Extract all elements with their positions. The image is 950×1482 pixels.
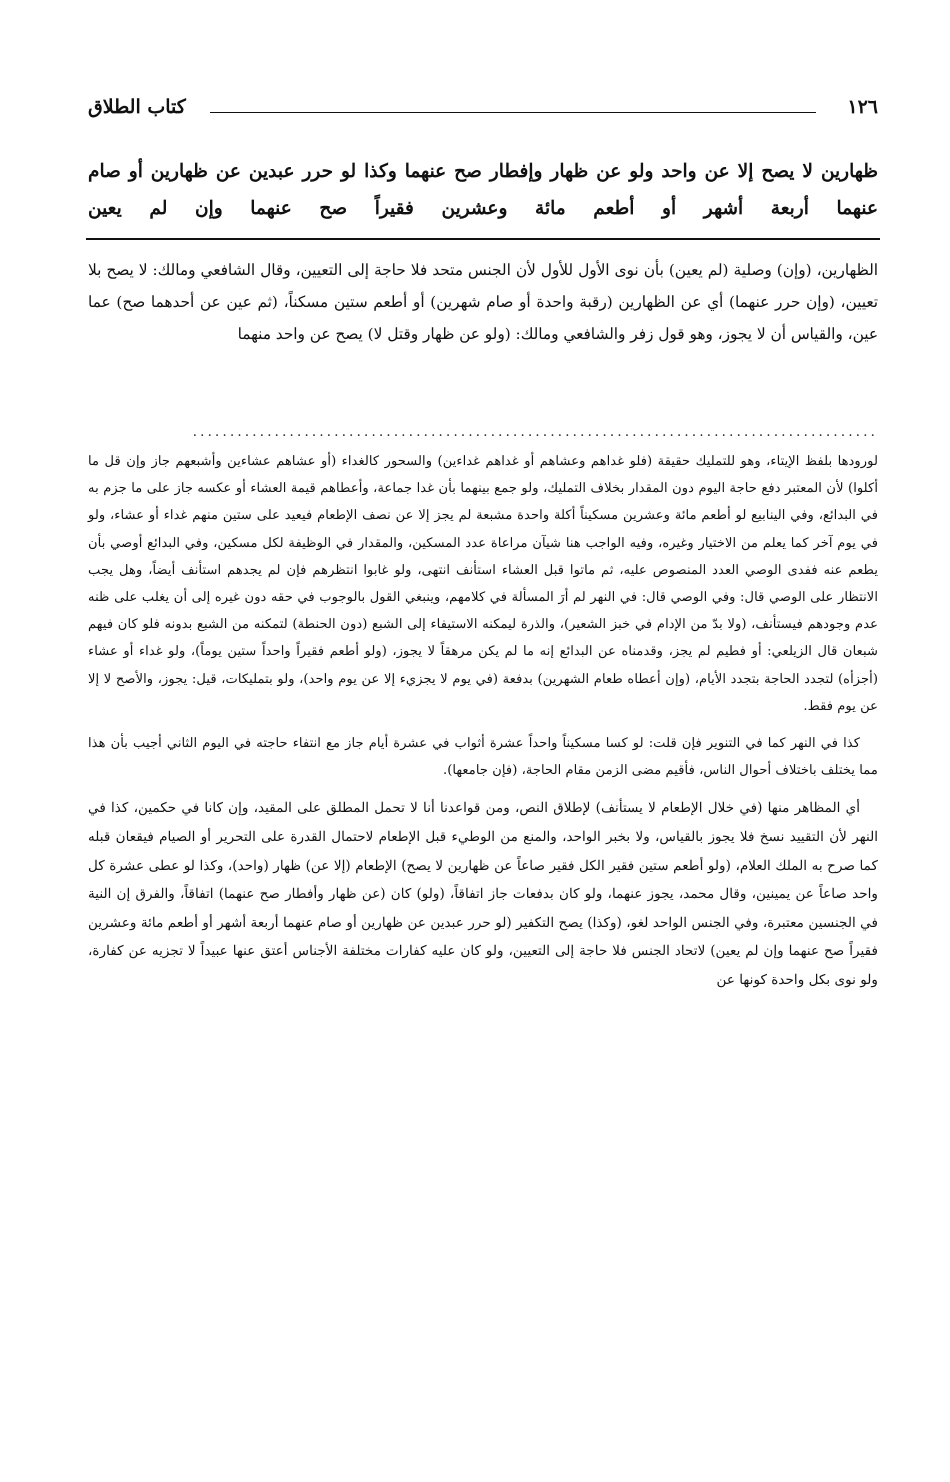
footnote-text bbox=[88, 448, 878, 1005]
dotted-separator: ............................................................................................ bbox=[192, 424, 878, 440]
running-header bbox=[88, 96, 878, 126]
main-text-divider bbox=[86, 238, 880, 240]
footnote-paragraph-3: أي المظاهر منها (في خلال الإطعام لا يستأنف) لإطلاق النص، ومن قواعدنا أنا لا تحمل المطلق على المقيد، وإن كانا في حكمين، كذا في النهر لأن التقييد نسخ فلا يجوز بالقياس، ولا بخبر الواحد، والمنع من الوطيء قبل الإطعام لاحتمال القدرة على التحرير أو الصيام فيقعان قبله كما صرح به الملك العلام، (ولو أطعم ستين فقير الكل فقير صاعاً عن ظهارين لا يصح) الإطعام (إلا عن) ظهار (واحد)، وكذا لو عطى عشرة كل واحد صاعاً عن يمينين، وقال محمد، يجوز عنهما، ولو كان بدفعات جاز اتفاقاً، (ولو) كان (عن ظهار وأفطار صح عنهما) اتفاقاً، والفرق إن النية في الجنسين معتبرة، وفي الجنس الواحد لغو، (وكذا) يصح التكفير (لو حرر عبدين عن ظهارين أو صام عنهما أربعة أشهر أو أطعم مائة وعشرين فقيراً صح عنهما وإن لم يعين) لاتحاد الجنس فلا حاجة إلى التعيين، ولو كان عليه كفارات مختلفة الأجناس أعتق عنها عبيداً لا تجزيه عن كفارة، ولو نوى بكل واحدة كونها عن bbox=[88, 800, 878, 988]
main-text: ظهارين لا يصح إلا عن واحد ولو عن ظهار وإفطار صح عنهما وكذا لو حرر عبدين عن ظهارين أو صام عنهما أربعة أشهر أو أطعم مائة وعشرين فقيراً صح عنهما وإن لم يعين bbox=[88, 161, 878, 219]
book-title: كتاب الطلاق bbox=[88, 96, 186, 118]
commentary-text: الظهارين، (وإن) وصلية (لم يعين) بأن نوى الأول للأول لأن الجنس متحد فلا حاجة إلى التعيين، وقال الشافعي ومالك: لا يصح بلا تعيين، (وإن حرر عنهما) أي عن الظهارين (رقبة واحدة أو صام شهرين) أو أطعم ستين مسكناً، (ثم عين عن أحدهما صح) عما عين، والقياس أن لا يجوز، وهو قول زفر والشافعي ومالك: (ولو عن ظهار وقتل لا) يصح عن واحد منهما bbox=[88, 261, 878, 343]
header-rule bbox=[210, 112, 816, 113]
footnote-paragraph-2: كذا في النهر كما في التنوير فإن قلت: لو كسا مسكيناً واحداً عشرة أثواب في عشرة أيام جاز مع انتفاء حاجته في اليوم الثاني أجيب بأن هذا مما يختلف باختلاف أحوال الناس، فأقيم مضى الزمن مقام الحاجة، (فإن جامعها). bbox=[88, 736, 878, 779]
page-number: ١٢٦ bbox=[847, 96, 878, 118]
footnote-paragraph-1: لورودها بلفظ الإيتاء، وهو للتمليك حقيقة (فلو غداهم وعشاهم أو غداهم غداءين) والسحور كالغداء (أو عشاهم عشاءين وأشبعهم جاز وإن قل ما أكلوا) لأن المعتبر دفع حاجة اليوم دون المقدار بخلاف التمليك، ولو جمع بينهما بأن غدا جماعة، وأعطاهم قيمة العشاء أو عكسه جاز على ما جزم به في البدائع، وفي الينابيع لو أطعم مائة وعشرين مسكيناً أكلة واحدة مشبعة لم يجز إلا عن نصف الإطعام فيعيد على ستين منهم غداء أو عشاء، ولو في يوم آخر كما يعلم من الاختيار وغيره، وفيه الواجب هنا شيآن مراعاة عدد المسكين، والمقدار في الوظيفة لكل مسكين، وفي البدائع أوصي بأن يطعم عنه ففدى الوصي العدد المنصوص عليه، ثم ماتوا قبل العشاء استأنف انتهى، ولو غابوا انتظرهم فإن لم يجدهم استأنف أيضاً، وهل يجب الانتظار على الوصي قال: وفي الوصي قال: في النهر لم أرَ المسألة في كلامهم، وينبغي القول بالوجوب في حقه دون غيره إلى أن يغلب على ظنه عدم وجودهم فيستأنف، (ولا بدّ من الإدام في خبز الشعير)، والذرة ليمكنه الاستيفاء إلى الشبع (دون الحنطة) لتمكنه من الشبع بدونه فلو كان فيهم شبعان قال الزيلعي: أو فطيم لم يجز، وقدمناه عن البدائع إنه ما لم يكن مرهقاً لا يجوز، (ولو أطعم فقيراً واحداً ستين يوماً)، ولو غداء أو عشاء (أجزأه) لتجدد الحاجة بتجدد الأيام، (وإن أعطاه طعام الشهرين) بدفعة (في يوم لا يجزيء إلا عن يوم واحد)، ولو بتمليكات، قيل: يجوز، والأصح لا إلا عن يوم فقط. bbox=[88, 454, 879, 714]
